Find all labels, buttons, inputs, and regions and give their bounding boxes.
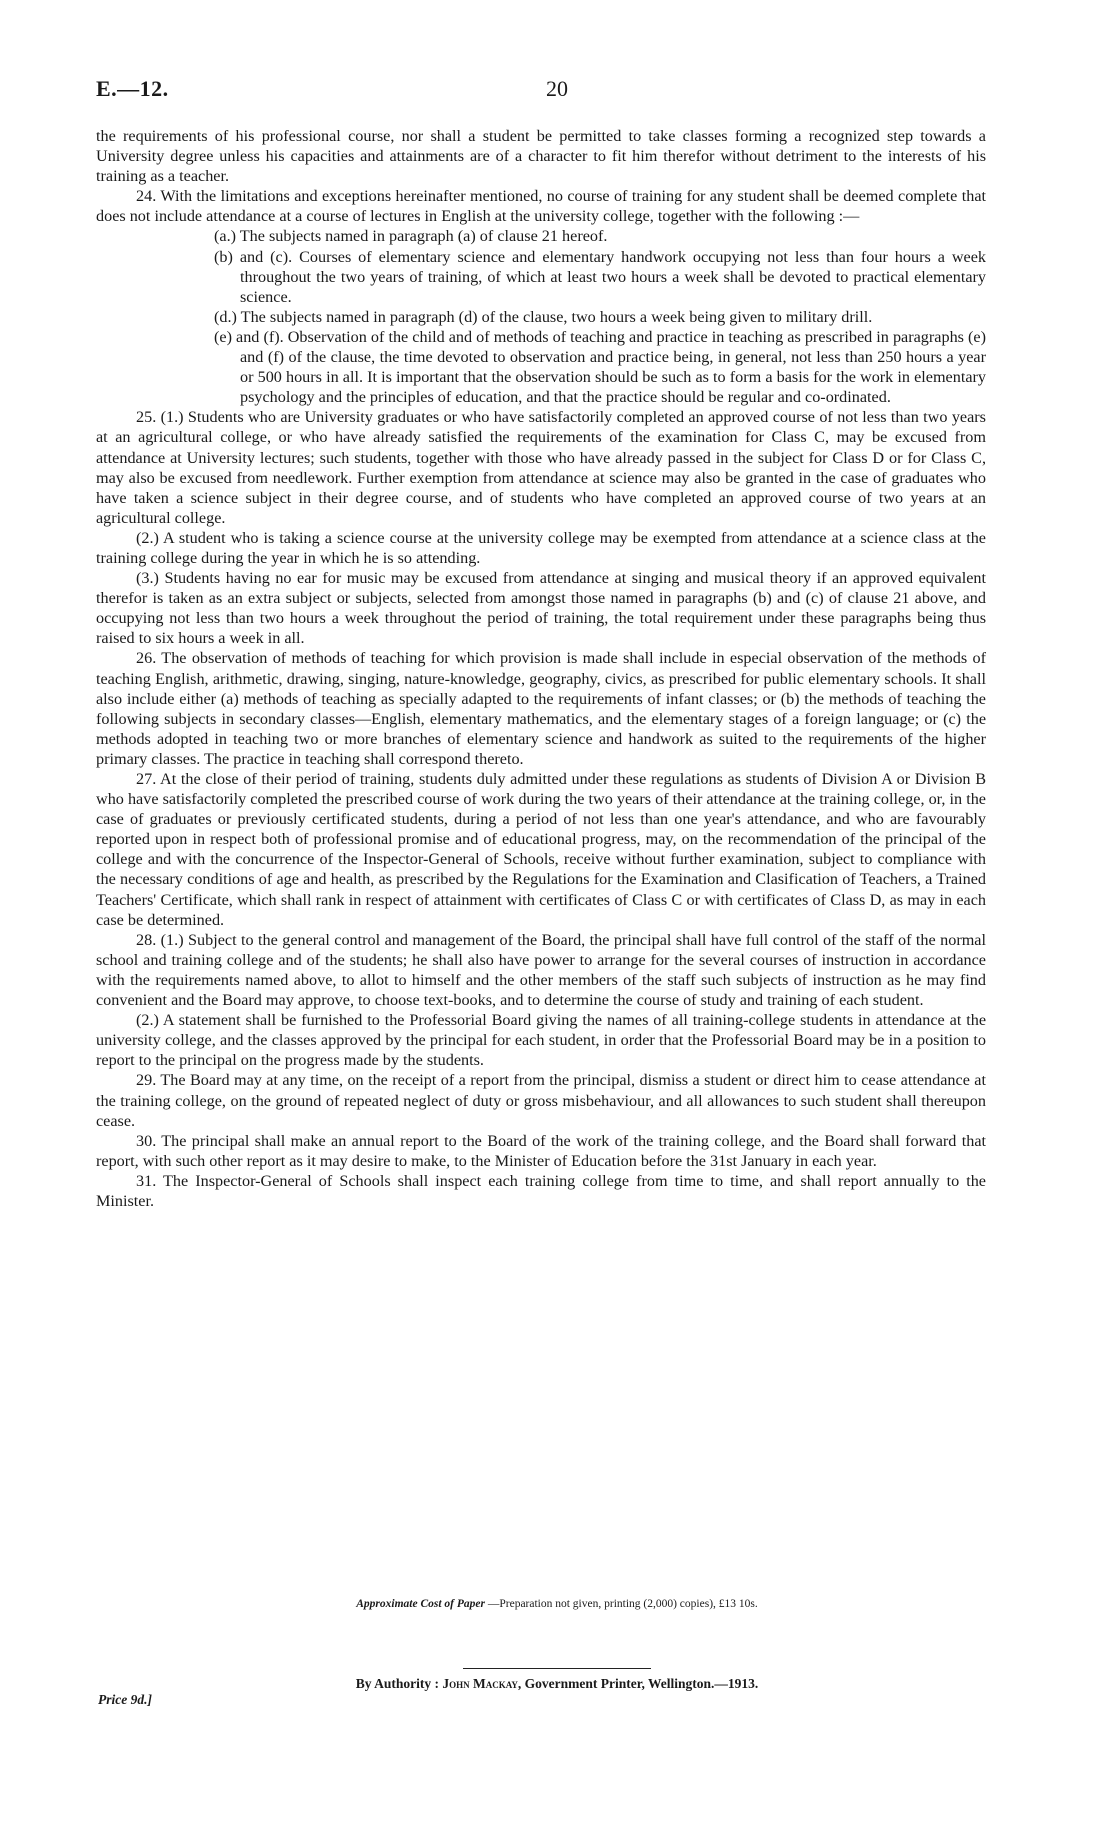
imprint-prefix: By Authority : xyxy=(355,1676,439,1691)
imprint xyxy=(0,1676,1114,1692)
paragraph: (3.) Students having no ear for music may be excused from attendance at singing and musical theory if an approved equivalent therefor is taken as an extra subject or subjects, selected from amongst those named in paragraphs (b) and (c) of clause 21 above, and occupying not less than two hours a week throughout the period of training, the total requirement under these paragraphs being thus raised to six hours a week in all. xyxy=(96,569,986,648)
list-item: (e) and (f). Observation of the child and of methods of teaching and practice in teaching as prescribed in paragraphs (e) and (f) of the clause, the time devoted to observation and practice being, in general, not less than 250 hours a year or 500 hours in all. It is important that the observation should be such as to form a basis for the work in elementary psychology and the principles of education, and that the practice should be regular and co-ordinated. xyxy=(214,327,986,407)
printer-name: John Mackay xyxy=(442,1676,518,1691)
body-text xyxy=(96,126,986,1211)
footer-divider xyxy=(463,1668,651,1669)
document-reference: E.—12. xyxy=(96,76,169,101)
cost-note-lead: Approximate Cost of Paper xyxy=(356,1598,485,1610)
paragraph: (2.) A student who is taking a science course at the university college may be exempted from attendance at a science class at the training college during the year in which he is so attending. xyxy=(96,528,986,567)
imprint-rest: , Government Printer, Wellington.—1913. xyxy=(517,1676,759,1691)
page-number: 20 xyxy=(546,76,568,101)
paragraph: 30. The principal shall make an annual report to the Board of the work of the training college, and the Board shall forward that report, with such other report as it may desire to make, to the Minister of Education before the 31st January in each year. xyxy=(96,1131,986,1170)
paragraph: 26. The observation of methods of teaching for which provision is made shall include in especial observation of the methods of teaching English, arithmetic, drawing, singing, nature-knowledge, geography, civics, as prescribed for public elementary schools. It shall also include either (a) methods of teaching as specially adapted to the requirements of infant classes; or (b) the methods of teaching the following subjects in secondary classes—English, elementary mathematics, and the elementary stages of a foreign language; or (c) the methods adopted in teaching two or more branches of elementary science and handwork as suited to the requirements of the higher primary classes. The practice in teaching shall correspond thereto. xyxy=(96,649,986,768)
list-item: (a.) The subjects named in paragraph (a) of clause 21 hereof. xyxy=(214,227,608,246)
paragraph: 27. At the close of their period of training, students duly admitted under these regulations as students of Division A or Division B who have satisfactorily completed the prescribed course of work during the two years of their attendance at the training college, or, in the case of graduates or previously certificated students, during a period of not less than one year's attendance, and who are favourably reported upon in respect both of professional promise and of educational progress, may, on the recommendation of the principal of the college and with the concurrence of the Inspector-General of Schools, receive without further examination, subject to compliance with the necessary conditions of age and health, as prescribed by the Regulations for the Examination and Clasification of Teachers, a Trained Teachers' Certificate, which shall rank in respect of attainment with certificates of Class C or with certificates of Class D, as may in each case be determined. xyxy=(96,770,986,929)
paragraph: 28. (1.) Subject to the general control and management of the Board, the principal shall have full control of the staff of the normal school and training college and of the students; he shall also have power to arrange for the several courses of instruction in accordance with the requirements named above, to allot to himself and the other members of the staff such subjects of instruction as he may find convenient and the Board may approve, to choose text-books, and to determine the course of study and training of each student. xyxy=(96,930,986,1010)
price-label: Price 9d.] xyxy=(98,1692,152,1707)
paragraph: the requirements of his professional course, nor shall a student be permitted to take classes forming a recognized step towards a University degree unless his capacities and attainments are of a character to fit him therefor without detriment to the interests of his training as a teacher. xyxy=(96,127,986,186)
paragraph: 31. The Inspector-General of Schools shall inspect each training college from time to time, and shall report annually to the Minister. xyxy=(96,1171,986,1210)
list-item: (d.) The subjects named in paragraph (d) of the clause, two hours a week being given to military drill. xyxy=(214,307,873,326)
paragraph: 24. With the limitations and exceptions hereinafter mentioned, no course of training for any student shall be deemed complete that does not include attendance at a course of lectures in English at the university college, together with the following :— xyxy=(96,187,986,226)
list-item: (b) and (c). Courses of elementary science and elementary handwork occupying not less than four hours a week throughout the two years of training, of which at least two hours a week shall be devoted to practical elementary science. xyxy=(214,247,986,306)
paragraph: (2.) A statement shall be furnished to the Professorial Board giving the names of all training-college students in attendance at the university college, and the classes approved by the principal for each student, in order that the Professorial Board may be in a position to report to the principal on the progress made by the students. xyxy=(96,1011,986,1070)
paragraph: 29. The Board may at any time, on the receipt of a report from the principal, dismiss a student or direct him to cease attendance at the training college, on the ground of repeated neglect of duty or gross misbehaviour, and all allowances to such student shall thereupon cease. xyxy=(96,1071,986,1130)
cost-note-detail: —Preparation not given, printing (2,000) copies), £13 10s. xyxy=(487,1598,758,1610)
cost-note xyxy=(0,1598,1114,1610)
paragraph: 25. (1.) Students who are University graduates or who have satisfactorily completed an approved course of not less than two years at an agricultural college, or who have already satisfied the requirements of the examination for Class C, may be excused from attendance at University lectures; such students, together with those who have already passed in the subject for Class D or for Class C, may also be excused from needlework. Further exemption from attendance at science may also be granted in the case of graduates who have taken a science subject in their degree course, and of students who have completed an approved course of two years at an agricultural college. xyxy=(96,408,986,527)
